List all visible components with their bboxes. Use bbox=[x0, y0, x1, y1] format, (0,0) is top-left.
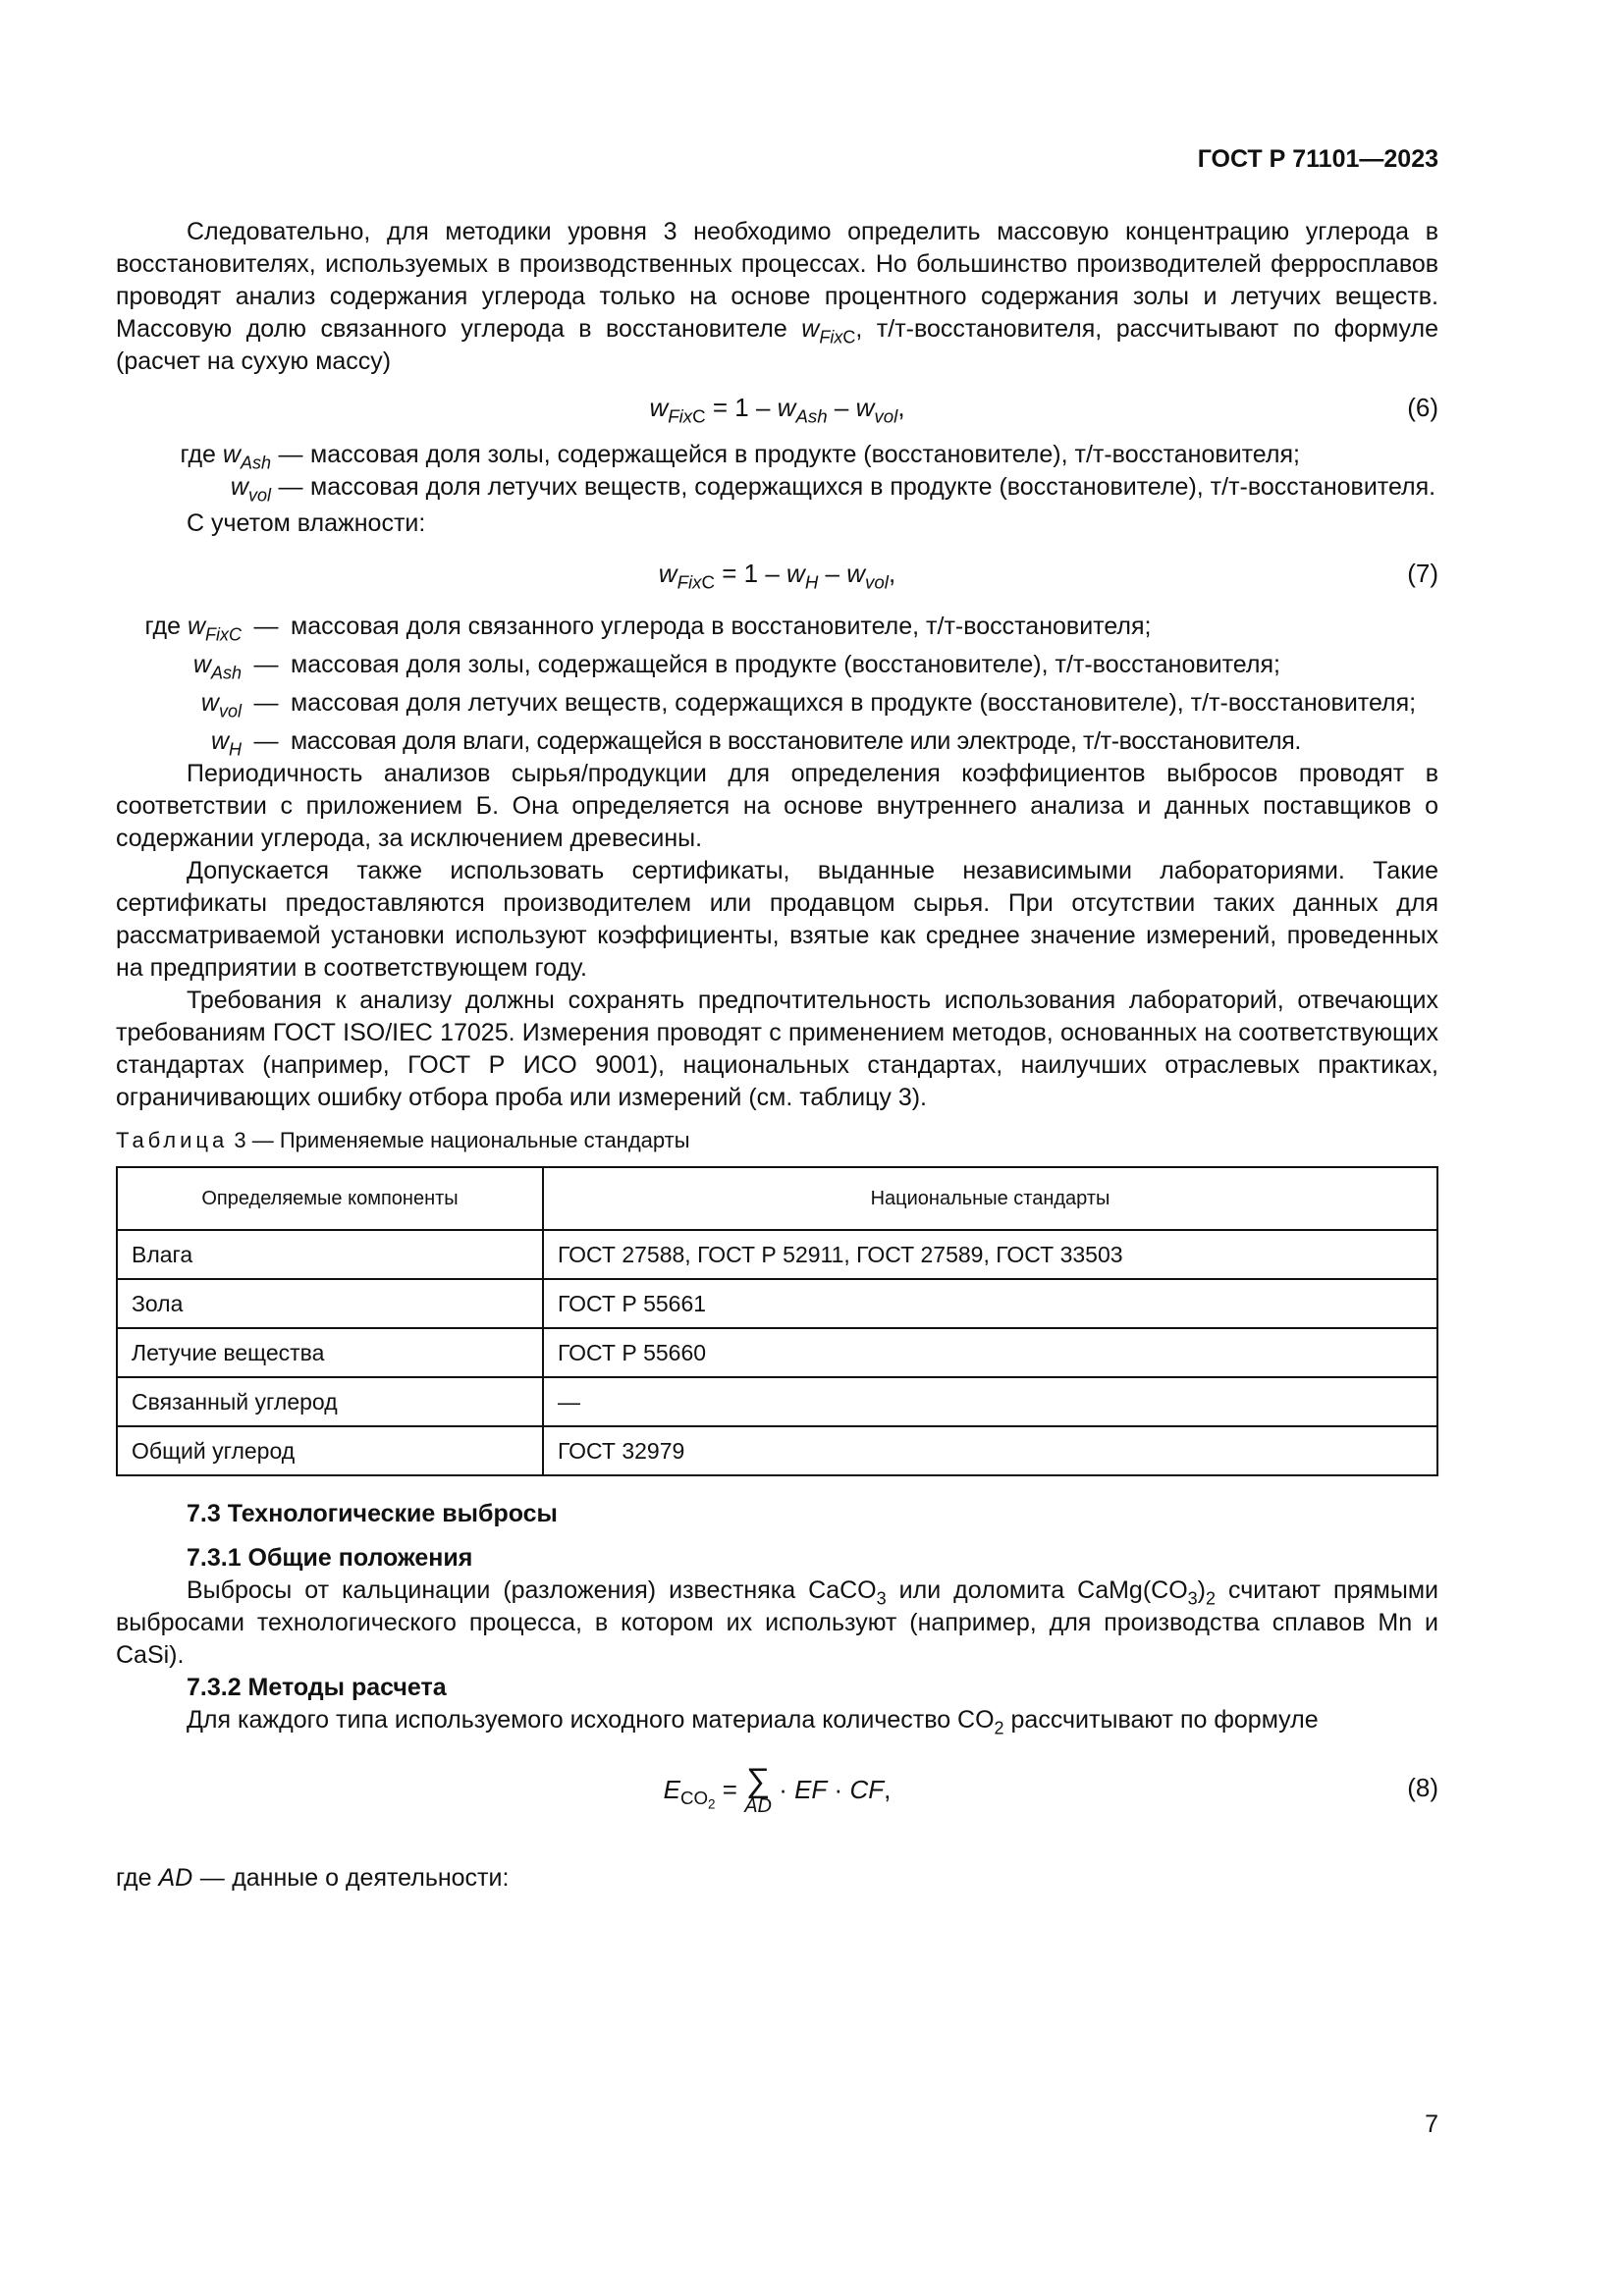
table-row bbox=[117, 1279, 1437, 1328]
definitions-formula-6 bbox=[116, 439, 1438, 504]
table-row bbox=[117, 1426, 1437, 1475]
definition-item: $w_{vol}$ — массовая доля летучих веществ, содержащихся в продукте (восстановителе), т/т-восстановителя; bbox=[116, 687, 1438, 720]
table-cell: Связанный углерод bbox=[117, 1377, 543, 1426]
definitions-formula-8 bbox=[116, 1862, 1438, 1895]
table-cell: ГОСТ Р 55661 bbox=[543, 1279, 1437, 1328]
section-heading-7-3: 7.3 Технологические выбросы bbox=[187, 1500, 558, 1527]
table-cell: Зола bbox=[117, 1279, 543, 1328]
document-header-id: ГОСТ Р 71101—2023 bbox=[1197, 145, 1438, 173]
paragraph-text-end: , т/т-восстановителя, рассчитывают по формуле (расчет на сухую массу) bbox=[116, 315, 1439, 375]
paragraph-calcination: Выбросы от кальцинации (разложения) известняка CaCO$_3$ или доломита $CaMg(CO_3)_2$ считают прямыми выбросами технологического процесса, в котором их используют (например, для производства сплавов Mn и CaSi). bbox=[116, 1576, 1438, 1669]
formula-6-expression: $w_{FixC} = 1 - w_{Ash} - w_{vol}$, bbox=[649, 393, 905, 427]
table-cell: ГОСТ Р 55660 bbox=[543, 1328, 1437, 1377]
page-number: 7 bbox=[1425, 2110, 1438, 2138]
definition-text: массовая доля влаги, содержащейся в восстановителе или электроде, т/т-восстановителя. bbox=[291, 727, 1301, 755]
sum-symbol: ∑ AD bbox=[744, 1762, 772, 1817]
table-3-caption: Таблица 3 — Применяемые национальные стандарты bbox=[116, 1128, 690, 1152]
table-cell: Общий углерод bbox=[117, 1426, 543, 1475]
table-cell: — bbox=[543, 1377, 1437, 1426]
table-cell: ГОСТ 27588, ГОСТ Р 52911, ГОСТ 27589, ГОСТ 33503 bbox=[543, 1230, 1437, 1279]
paragraph-each-type: Для каждого типа используемого исходного материала количество $CO_2$ рассчитывают по формуле bbox=[187, 1706, 1319, 1738]
definition-text: массовая доля золы, содержащейся в продукте (восстановителе), т/т-восстановителя; bbox=[310, 441, 1300, 468]
formula-8 bbox=[116, 1758, 1438, 1841]
table-cell: Летучие вещества bbox=[117, 1328, 543, 1377]
paragraph-periodicity: Периодичность анализов сырья/продукции для определения коэффициентов выбросов проводят в соответствии с приложением Б. Она определяется на основе внутреннего анализа и данных поставщиков о содержании углерода, за исключением древесины. bbox=[116, 760, 1438, 852]
paragraph-requirements: Требования к анализу должны сохранять предпочтительность использования лабораторий, отвечающих требованиям ГОСТ ISO/IEC 17025. Измерения проводят с применением методов, основанных на соответствующих стандартах (например, ГОСТ Р ИСО 9001), национальных стандартах, наилучших отраслевых практиках, ограничивающих ошибку отбора проба или измерений (см. таблицу 3). bbox=[116, 987, 1438, 1111]
paragraph-moisture: С учетом влажности: bbox=[187, 509, 426, 537]
formula-6-number: (6) bbox=[1407, 393, 1438, 422]
section-heading-7-3-2: 7.3.2 Методы расчета bbox=[187, 1674, 447, 1701]
definition-text: данные о деятельности: bbox=[232, 1864, 510, 1892]
table-row bbox=[117, 1230, 1437, 1279]
definition-text: массовая доля связанного углерода в восстановителе, т/т-восстановителя; bbox=[291, 613, 1152, 640]
definitions-formula-7 bbox=[116, 611, 1438, 758]
formula-7 bbox=[116, 550, 1438, 597]
formula-7-expression: $w_{FixC} = 1 - w_H - w_{vol}$, bbox=[658, 559, 896, 593]
body-column bbox=[116, 216, 1438, 1895]
table-row bbox=[117, 1377, 1437, 1426]
formula-8-expression: $E_{CO_2}$ = ∑ AD · EF · CF, bbox=[663, 1762, 892, 1817]
definition-item: $w_H$ — массовая доля влаги, содержащейся в восстановителе или электроде, т/т-восстановителя. bbox=[116, 725, 1438, 758]
definition-item: где $w_{FixC}$ — массовая доля связанного углерода в восстановителе, т/т-восстановителя; bbox=[116, 611, 1438, 643]
table-row bbox=[117, 1328, 1437, 1377]
table-header-row bbox=[117, 1167, 1437, 1230]
formula-8-number: (8) bbox=[1407, 1773, 1438, 1802]
definition-text: массовая доля золы, содержащейся в продукте (восстановителе), т/т-восстановителя; bbox=[291, 651, 1280, 678]
table-cell: ГОСТ 32979 bbox=[543, 1426, 1437, 1475]
definition-item: $w_{Ash}$ — массовая доля золы, содержащейся в продукте (восстановителе), т/т-восстановителя; bbox=[116, 649, 1438, 681]
table-header-cell: Национальные стандарты bbox=[543, 1167, 1437, 1230]
definition-item: где AD — данные о деятельности: bbox=[116, 1862, 1438, 1895]
section-heading-7-3-1: 7.3.1 Общие положения bbox=[187, 1544, 473, 1572]
where-word: где bbox=[180, 441, 216, 468]
table-3 bbox=[116, 1166, 1438, 1476]
definition-text: массовая доля летучих веществ, содержащихся в продукте (восстановителе), т/т-восстановителя; bbox=[291, 689, 1417, 717]
definition-text: массовая доля летучих веществ, содержащихся в продукте (восстановителе), т/т-восстановителя. bbox=[310, 473, 1436, 501]
definition-item: $w_{vol}$ — массовая доля летучих веществ, содержащихся в продукте (восстановителе), т/т-восстановителя. bbox=[116, 471, 1438, 504]
paragraph-level3-method: Следовательно, для методики уровня 3 необходимо определить массовую концентрацию углерода в восстановителях, используемых в производственных процессах. Но большинство производителей ферросплавов проводят анализ содержания углерода только на основе процентного содержания золы и летучих веществ. Массовую долю связанного углерода в восстановителе $w_{FixC}$, т/т-восстановителя, рассчитывают по формуле (расчет на сухую массу) bbox=[116, 218, 1439, 375]
definition-item: где $w_{Ash}$ — массовая доля золы, содержащейся в продукте (восстановителе), т/т-восстановителя; bbox=[116, 439, 1438, 471]
paragraph-text: Следовательно, для методики уровня 3 необходимо определить массовую концентрацию углерода в восстановителях, используемых в производственных процессах. Но большинство производителей ферросплавов проводят анализ содержания углерода только на основе процентного содержания золы и летучих веществ. Массовую долю связанного углерода в восстановителе bbox=[116, 218, 1438, 343]
formula-6 bbox=[116, 384, 1438, 431]
paragraph-certificates: Допускается также использовать сертификаты, выданные независимыми лабораториями. Такие сертификаты предоставляются производителем или продавцом сырья. При отсутствии таких данных для рассматриваемой установки используют коэффициенты, взятые как среднее значение измерений, проведенных на предприятии в соответствующем году. bbox=[116, 857, 1438, 982]
table-cell: Влага bbox=[117, 1230, 543, 1279]
formula-7-number: (7) bbox=[1407, 559, 1438, 588]
table-header-cell: Определяемые компоненты bbox=[117, 1167, 543, 1230]
